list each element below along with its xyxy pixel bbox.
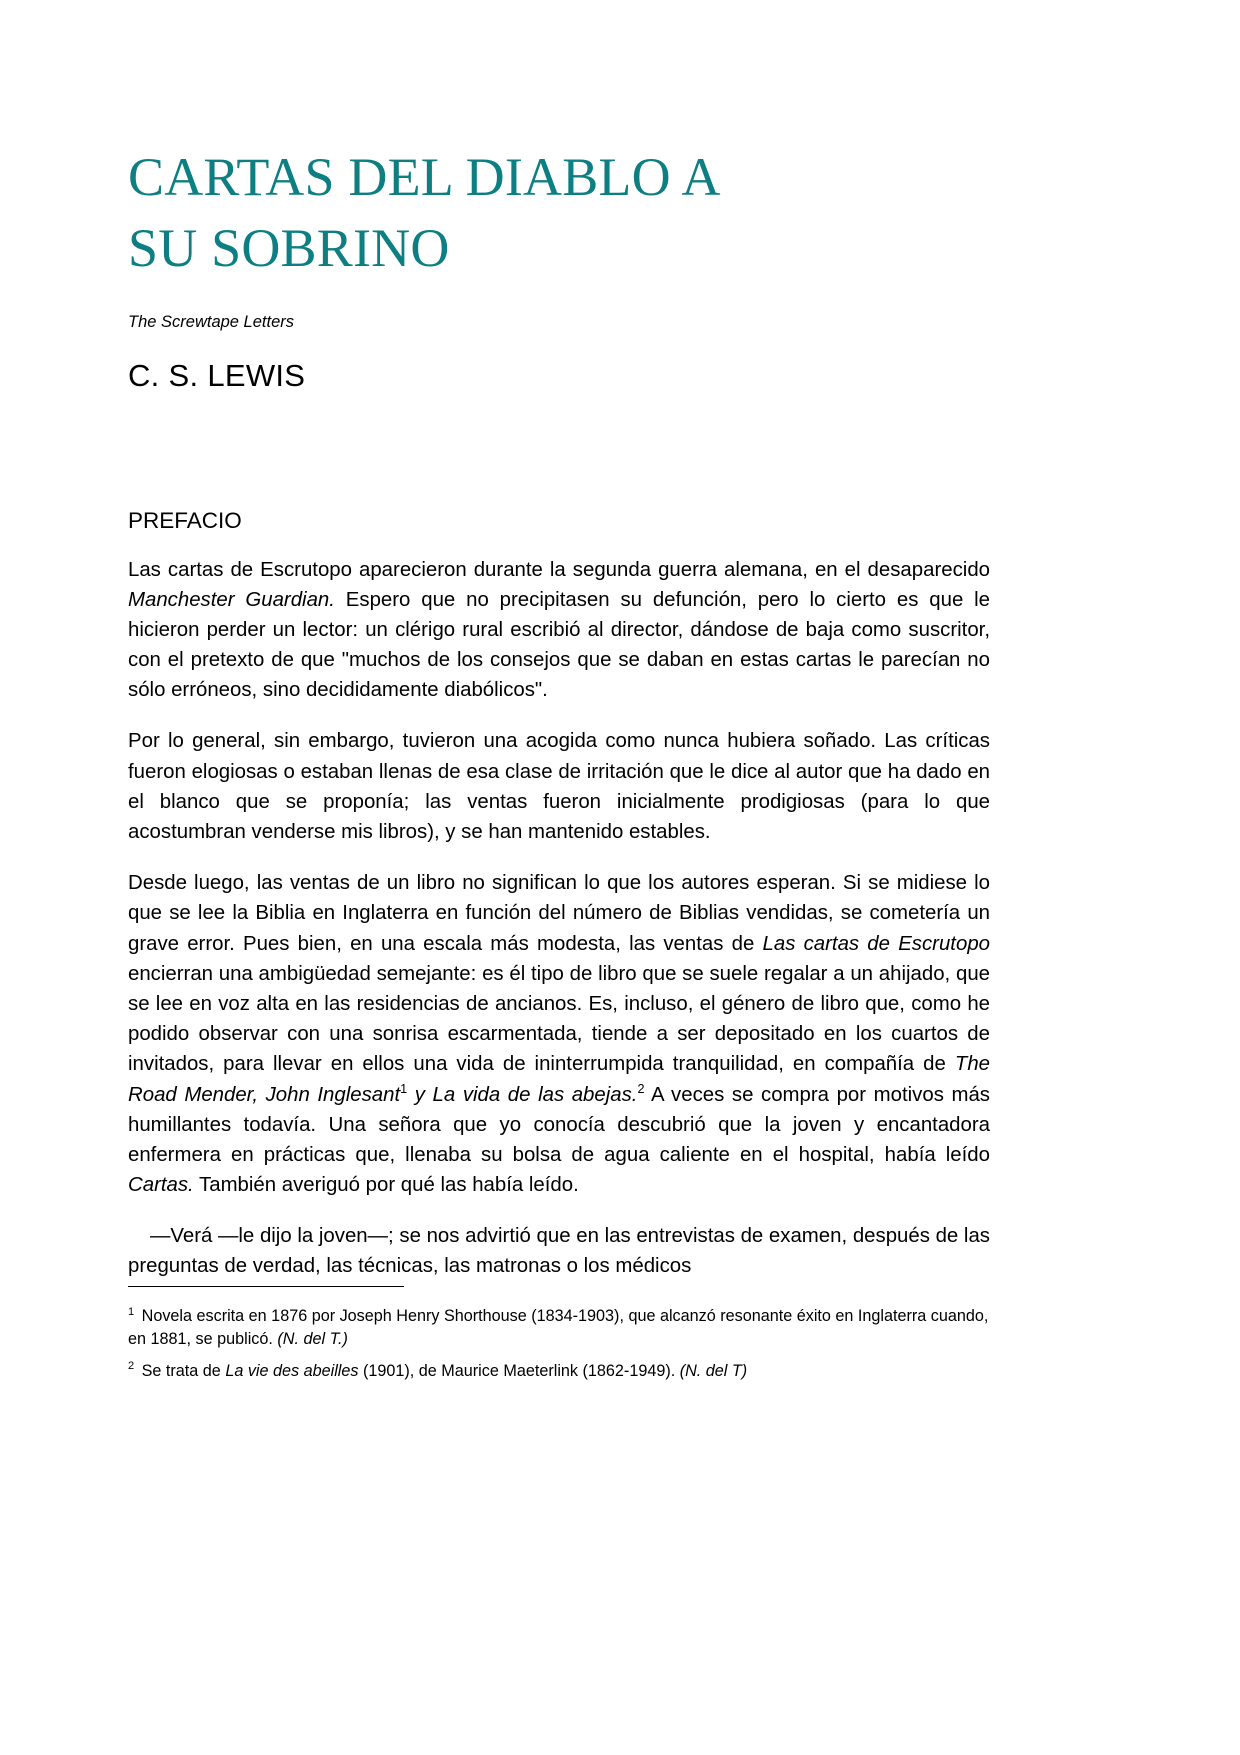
body-paragraph bbox=[128, 534, 990, 706]
body-paragraph bbox=[128, 1200, 990, 1281]
italic-run: y La vida de las abejas. bbox=[407, 1083, 638, 1106]
italic-run: (N. del T) bbox=[679, 1361, 748, 1380]
text-run: Se trata de bbox=[137, 1361, 226, 1380]
text-run: También averiguó por qué las había leído. bbox=[193, 1174, 579, 1197]
section-heading-prefacio: PREFACIO bbox=[128, 507, 242, 533]
footnote-item bbox=[128, 1297, 990, 1352]
text-run: (1901), de Maurice Maeterlink (1862-1949). bbox=[358, 1361, 680, 1380]
body-paragraph bbox=[128, 847, 990, 1200]
italic-run: Manchester Guardian. bbox=[128, 588, 335, 611]
footnote-list bbox=[128, 1297, 990, 1383]
body-paragraphs bbox=[128, 534, 990, 1282]
footnote-reference[interactable]: 1 bbox=[400, 1081, 408, 1096]
footnote-separator-rule bbox=[128, 1286, 404, 1287]
document-subtitle: The Screwtape Letters bbox=[128, 312, 294, 331]
page-title-line-2: SU SOBRINO bbox=[128, 218, 450, 279]
footnote-marker: 1 bbox=[128, 1305, 135, 1318]
page-title bbox=[128, 0, 990, 285]
document-content bbox=[128, 0, 990, 1282]
text-run: Desde luego, las ventas de un libro no significan lo que los autores esperan. Si se midiese lo que se lee la Biblia en Inglaterra en función del número de Biblias vendidas, se cometería un grave error. Pues bien, en una escala más modesta, las ventas de bbox=[128, 872, 990, 955]
text-run: —Verá —le dijo la joven—; se nos advirtió que en las entrevistas de examen, después de las preguntas de verdad, las técnicas, las matronas o los médicos bbox=[128, 1225, 990, 1278]
italic-run: The Road Mender, John Inglesant bbox=[128, 1053, 990, 1106]
text-run: A veces se compra por motivos más humillantes todavía. Una señora que yo conocía descubrió que la joven y encantadora enfermera en prácticas que, llenaba su bolsa de agua caliente en el hospital, había leído bbox=[128, 1083, 990, 1166]
italic-run: (N. del T.) bbox=[277, 1330, 348, 1349]
text-run: Por lo general, sin embargo, tuvieron una acogida como nunca hubiera soñado. Las críticas fueron elogiosas o estaban llenas de esa clase de irritación que le dice al autor que ha dado en el blanco que se proponía; las ventas fueron inicialmente prodigiosas (para lo que acostumbran venderse mis libros), y se han mantenido estables. bbox=[128, 730, 990, 844]
text-run: Las cartas de Escrutopo aparecieron durante la segunda guerra alemana, en el desaparecido bbox=[128, 558, 990, 581]
document-author: C. S. LEWIS bbox=[128, 357, 306, 393]
footnote-section bbox=[128, 1286, 990, 1383]
text-run: Espero que no precipitasen su defunción, pero lo cierto es que le hicieron perder un lector: un clérigo rural escribió al director, dándose de baja como suscritor, con el pretexto de que "muchos de los consejos que se daban en estas cartas le parecían no sólo erróneos, sino decididamente diabólicos". bbox=[128, 588, 991, 702]
footnote-marker: 2 bbox=[128, 1360, 135, 1373]
text-run: Novela escrita en 1876 por Joseph Henry Shorthouse (1834-1903), que alcanzó resonante éxito en Inglaterra cuando, en 1881, se publicó. bbox=[128, 1307, 989, 1349]
body-paragraph bbox=[128, 705, 990, 847]
page-title-line-1: CARTAS DEL DIABLO A bbox=[128, 147, 721, 207]
footnote-item bbox=[128, 1352, 990, 1383]
italic-run: La vie des abeilles bbox=[225, 1361, 359, 1380]
italic-run: Cartas. bbox=[128, 1174, 194, 1197]
text-run: encierran una ambigüedad semejante: es él tipo de libro que se suele regalar a un ahijado, que se lee en voz alta en las residencias de ancianos. Es, incluso, el género de libro que, como he podido observar con una sonrisa escarmentada, tiende a ser depositado en los cuartos de invitados, para llevar en ellos una vida de ininterrumpida tranquilidad, en compañía de bbox=[128, 962, 990, 1076]
italic-run: Las cartas de Escrutopo bbox=[762, 932, 990, 955]
footnote-reference[interactable]: 2 bbox=[637, 1081, 645, 1096]
